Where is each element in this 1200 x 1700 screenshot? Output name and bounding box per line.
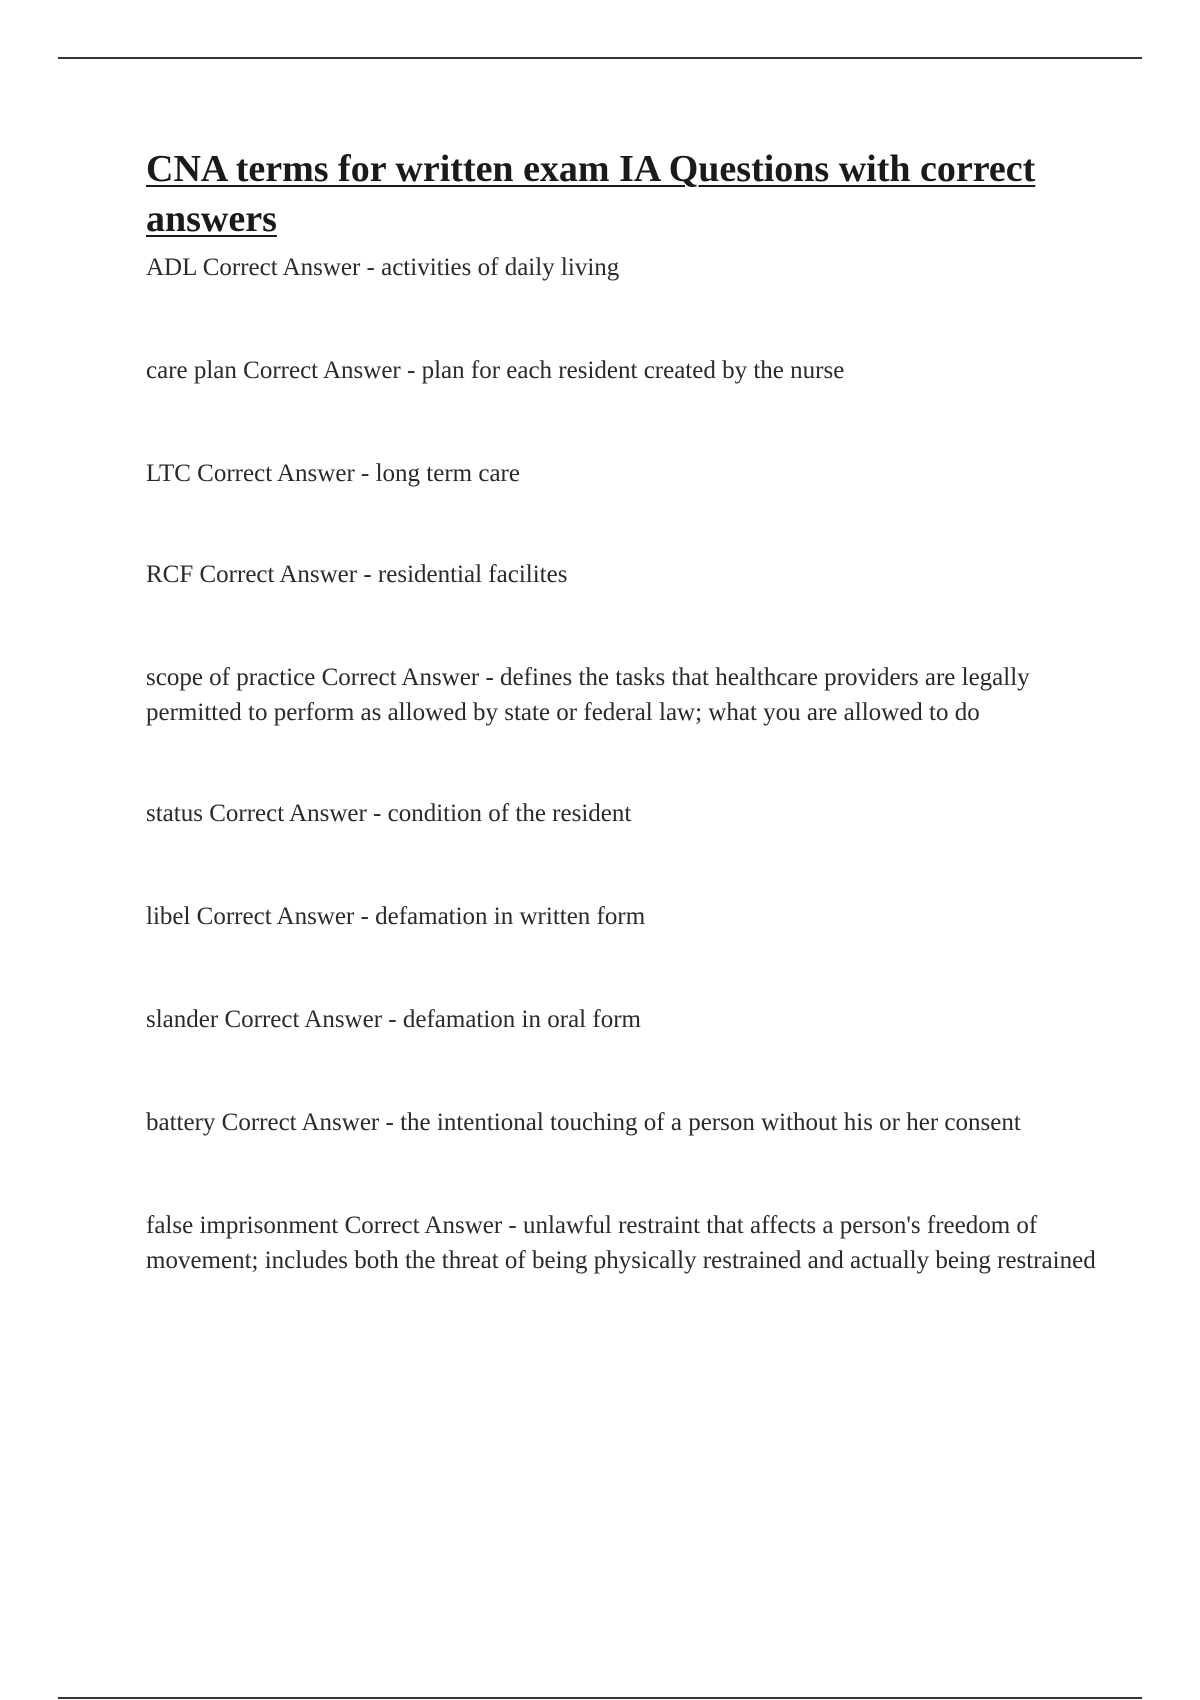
term-entry: status Correct Answer - condition of the resident [146, 800, 632, 827]
term-entry: false imprisonment Correct Answer - unlawful restraint that affects a person's freedom of movement; includes both the threat of being physically restrained and actually being restrained [146, 1212, 1096, 1274]
term-entry: ADL Correct Answer - activities of daily living [146, 254, 620, 281]
top-divider [58, 57, 1142, 59]
document-title: CNA terms for written exam IA Questions with correct answers [146, 148, 1036, 240]
document-body [146, 144, 1096, 1278]
term-entry: scope of practice Correct Answer - defines the tasks that healthcare providers are legally permitted to perform as allowed by state or federal law; what you are allowed to do [146, 664, 1030, 726]
term-list [146, 250, 1096, 1278]
term-entry: slander Correct Answer - defamation in oral form [146, 1006, 641, 1033]
term-entry: libel Correct Answer - defamation in written form [146, 903, 646, 930]
term-entry: LTC Correct Answer - long term care [146, 460, 520, 487]
term-entry: care plan Correct Answer - plan for each resident created by the nurse [146, 357, 845, 384]
term-entry: battery Correct Answer - the intentional touching of a person without his or her consent [146, 1109, 1021, 1136]
term-entry: RCF Correct Answer - residential facilites [146, 561, 568, 588]
bottom-divider [58, 1697, 1142, 1699]
